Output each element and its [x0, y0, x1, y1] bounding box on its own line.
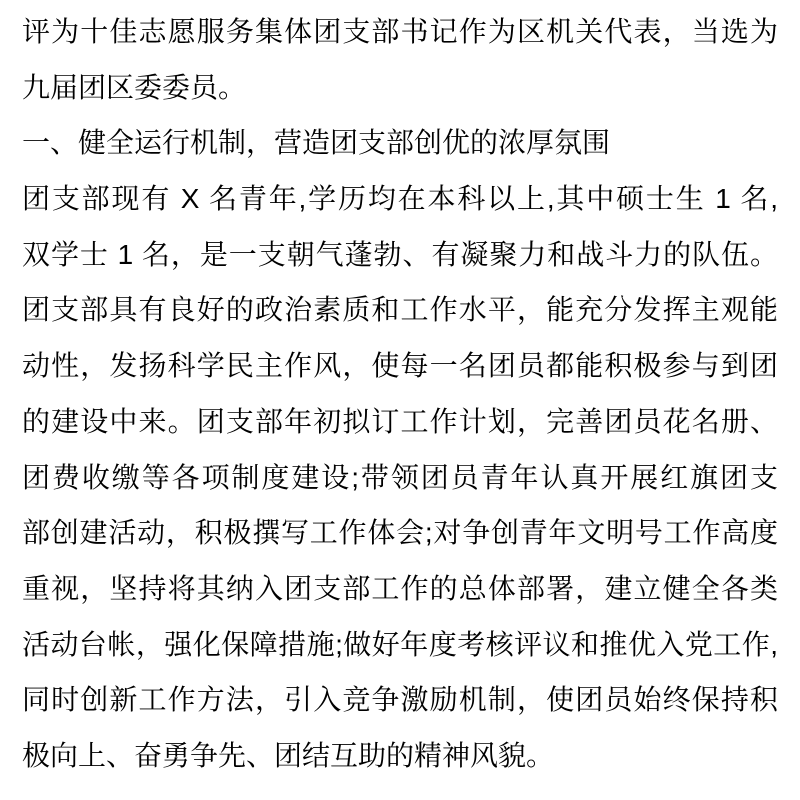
text-line: 团支部具有良好的政治素质和工作水平，能充分发挥主观能	[22, 294, 778, 326]
text-line: 双学士 1 名，是一支朝气蓬勃、有凝聚力和战斗力的队伍。	[22, 238, 778, 270]
text-line: 重视，坚持将其纳入团支部工作的总体部署，建立健全各类	[22, 572, 778, 604]
text-line: 动性，发扬科学民主作风，使每一名团员都能积极参与到团	[22, 350, 778, 382]
text-line: 部创建活动，积极撰写工作体会;对争创青年文明号工作高度	[22, 517, 778, 549]
section-heading: 一、健全运行机制，营造团支部创优的浓厚氛围	[22, 127, 611, 159]
text-line: 评为十佳志愿服务集体团支部书记作为区机关代表，当选为	[22, 16, 778, 47]
text-line: 同时创新工作方法，引入竞争激励机制，使团员始终保持积	[22, 684, 778, 716]
text-line: 团支部现有 X 名青年,学历均在本科以上,其中硕士生 1 名,	[22, 183, 778, 215]
text-line: 极向上、奋勇争先、团结互助的精神风貌。	[22, 739, 555, 771]
text-line: 九届团区委委员。	[22, 71, 247, 103]
text-line: 的建设中来。团支部年初拟订工作计划，完善团员花名册、	[22, 405, 778, 437]
text-line: 活动台帐，强化保障措施;做好年度考核评议和推优入党工作,	[22, 628, 778, 660]
text-line: 团费收缴等各项制度建设;带领团员青年认真开展红旗团支	[22, 461, 778, 493]
